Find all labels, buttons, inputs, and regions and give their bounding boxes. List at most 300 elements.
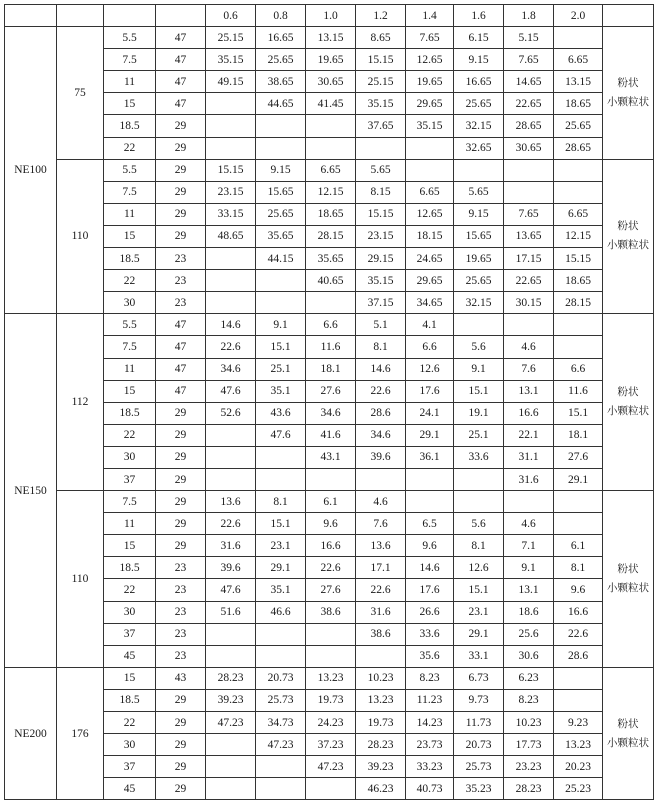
table-cell: 23 — [156, 557, 206, 579]
table-cell: 47 — [156, 27, 206, 49]
table-cell: 18.65 — [554, 270, 603, 292]
table-cell — [206, 115, 256, 137]
table-cell: 29 — [156, 734, 206, 756]
table-cell — [206, 468, 256, 490]
table-cell — [206, 446, 256, 468]
header-cell: 1.8 — [504, 5, 554, 27]
table-cell: 25.65 — [454, 93, 504, 115]
table-cell — [406, 159, 454, 181]
table-cell: 37 — [104, 623, 156, 645]
table-cell: 30.65 — [306, 71, 356, 93]
note-line-granule: 小颗粒状 — [607, 96, 649, 108]
table-cell: 22.6 — [554, 623, 603, 645]
table-cell: 43 — [156, 667, 206, 689]
table-cell: 6.1 — [306, 491, 356, 513]
group-cell: 112 — [57, 314, 104, 491]
table-cell: 31.1 — [504, 446, 554, 468]
table-cell: 7.5 — [104, 491, 156, 513]
table-cell: 29 — [156, 689, 206, 711]
table-cell: 47.23 — [306, 756, 356, 778]
table-cell: 37 — [104, 468, 156, 490]
table-cell: 23.1 — [454, 601, 504, 623]
table-cell: 5.5 — [104, 27, 156, 49]
table-cell: 18.5 — [104, 557, 156, 579]
table-cell: 41.6 — [306, 424, 356, 446]
table-cell — [306, 137, 356, 159]
table-cell — [306, 468, 356, 490]
table-row — [5, 491, 654, 513]
table-cell: 38.65 — [256, 71, 306, 93]
table-cell: 11 — [104, 203, 156, 225]
table-cell: 33.15 — [206, 203, 256, 225]
table-cell: 39.6 — [356, 446, 406, 468]
table-cell: 47.6 — [256, 424, 306, 446]
table-cell: 8.1 — [356, 336, 406, 358]
table-cell: 28.23 — [504, 778, 554, 800]
table-cell: 23 — [156, 579, 206, 601]
header-cell: 1.2 — [356, 5, 406, 27]
table-cell: 11 — [104, 358, 156, 380]
table-cell: 11.6 — [306, 336, 356, 358]
table-cell: 33.23 — [406, 756, 454, 778]
table-cell: 37.15 — [356, 292, 406, 314]
table-cell: 16.6 — [554, 601, 603, 623]
table-cell: 27.6 — [306, 380, 356, 402]
table-cell: 12.6 — [406, 358, 454, 380]
table-cell: 46.6 — [256, 601, 306, 623]
table-cell — [454, 468, 504, 490]
table-cell: 38.6 — [356, 623, 406, 645]
table-cell: 25.6 — [504, 623, 554, 645]
table-cell: 37.65 — [356, 115, 406, 137]
table-row — [5, 667, 654, 689]
table-cell: 13.1 — [504, 579, 554, 601]
table-cell: 18.5 — [104, 402, 156, 424]
table-cell: 29 — [156, 159, 206, 181]
table-cell: 29.65 — [406, 93, 454, 115]
table-cell — [554, 181, 603, 203]
table-cell: 29 — [156, 513, 206, 535]
table-cell: 47 — [156, 49, 206, 71]
table-cell: 15.1 — [554, 402, 603, 424]
table-cell — [206, 645, 256, 667]
table-cell: 22 — [104, 270, 156, 292]
note-cell — [603, 27, 654, 160]
table-cell: 18.65 — [554, 93, 603, 115]
table-cell: 20.73 — [454, 734, 504, 756]
table-cell: 4.6 — [504, 513, 554, 535]
table-cell: 15 — [104, 225, 156, 247]
table-cell: 15.1 — [256, 336, 306, 358]
table-cell: 13.15 — [554, 71, 603, 93]
table-cell: 13.1 — [504, 380, 554, 402]
table-cell: 29 — [156, 712, 206, 734]
table-cell: 15.15 — [356, 203, 406, 225]
table-cell: 12.65 — [406, 49, 454, 71]
table-cell: 13.15 — [306, 27, 356, 49]
table-cell: 35.1 — [256, 579, 306, 601]
table-cell: 43.1 — [306, 446, 356, 468]
table-cell — [406, 468, 454, 490]
table-cell: 47 — [156, 314, 206, 336]
table-cell: 13.65 — [504, 225, 554, 247]
table-cell: 28.6 — [554, 645, 603, 667]
table-cell: 14.6 — [356, 358, 406, 380]
table-cell: 5.65 — [454, 181, 504, 203]
header-cell: 1.6 — [454, 5, 504, 27]
table-cell: 48.65 — [206, 225, 256, 247]
table-cell: 35.15 — [356, 270, 406, 292]
table-cell: 45 — [104, 778, 156, 800]
header-cell — [104, 5, 156, 27]
table-cell: 22 — [104, 712, 156, 734]
table-cell: 30.6 — [504, 645, 554, 667]
table-cell: 18.1 — [554, 424, 603, 446]
table-cell: 43.6 — [256, 402, 306, 424]
table-row — [5, 314, 654, 336]
table-cell: 11 — [104, 513, 156, 535]
table-cell: 28.65 — [504, 115, 554, 137]
table-cell: 9.15 — [454, 203, 504, 225]
table-cell — [206, 424, 256, 446]
table-cell: 34.6 — [356, 424, 406, 446]
table-cell: 16.6 — [306, 535, 356, 557]
table-cell: 22 — [104, 137, 156, 159]
table-cell — [206, 137, 256, 159]
note-cell — [603, 667, 654, 800]
table-cell: 18.15 — [406, 225, 454, 247]
table-cell: 32.65 — [454, 137, 504, 159]
table-cell: 23.15 — [356, 225, 406, 247]
table-cell: 13.23 — [356, 689, 406, 711]
table-cell — [306, 292, 356, 314]
table-cell — [454, 314, 504, 336]
table-cell — [256, 645, 306, 667]
table-cell — [454, 159, 504, 181]
table-cell: 17.6 — [406, 380, 454, 402]
table-cell — [554, 336, 603, 358]
table-cell: 29 — [156, 446, 206, 468]
note-line-granule: 小颗粒状 — [607, 240, 649, 252]
table-cell: 12.15 — [306, 181, 356, 203]
table-cell: 15.1 — [454, 380, 504, 402]
table-cell: 39.23 — [206, 689, 256, 711]
table-cell: 7.65 — [406, 27, 454, 49]
table-cell — [306, 778, 356, 800]
table-cell: 9.15 — [454, 49, 504, 71]
header-cell: 2.0 — [554, 5, 603, 27]
table-cell: 44.15 — [256, 248, 306, 270]
table-cell: 35.23 — [454, 778, 504, 800]
table-cell: 34.65 — [406, 292, 454, 314]
table-cell: 46.23 — [356, 778, 406, 800]
table-cell: 25.23 — [554, 778, 603, 800]
table-cell — [356, 137, 406, 159]
table-cell: 23 — [156, 601, 206, 623]
table-cell: 25.65 — [256, 203, 306, 225]
model-cell: NE200 — [5, 667, 57, 800]
table-cell: 35.6 — [406, 645, 454, 667]
table-cell: 23 — [156, 623, 206, 645]
table-cell: 5.1 — [356, 314, 406, 336]
table-cell: 18.5 — [104, 689, 156, 711]
table-cell: 12.6 — [454, 557, 504, 579]
table-cell: 8.65 — [356, 27, 406, 49]
table-cell: 29.1 — [554, 468, 603, 490]
table-cell — [206, 734, 256, 756]
table-cell — [256, 756, 306, 778]
table-cell: 29 — [156, 203, 206, 225]
table-cell: 27.6 — [306, 579, 356, 601]
table-cell: 18.65 — [306, 203, 356, 225]
table-cell: 7.6 — [504, 358, 554, 380]
table-cell: 6.65 — [554, 49, 603, 71]
table-cell: 19.65 — [454, 248, 504, 270]
table-cell: 6.65 — [406, 181, 454, 203]
table-cell: 16.65 — [454, 71, 504, 93]
table-cell: 19.73 — [306, 689, 356, 711]
table-cell: 15 — [104, 535, 156, 557]
table-cell: 29 — [156, 756, 206, 778]
table-cell — [256, 446, 306, 468]
table-cell: 8.23 — [504, 689, 554, 711]
table-cell: 11.6 — [554, 380, 603, 402]
table-cell: 11 — [104, 71, 156, 93]
table-cell: 23.1 — [256, 535, 306, 557]
table-cell — [554, 159, 603, 181]
table-cell: 23.73 — [406, 734, 454, 756]
table-body — [5, 5, 654, 800]
table-cell — [206, 270, 256, 292]
table-cell: 25.73 — [256, 689, 306, 711]
table-cell: 23 — [156, 292, 206, 314]
table-cell: 11.23 — [406, 689, 454, 711]
table-cell — [454, 491, 504, 513]
table-cell: 29 — [156, 424, 206, 446]
group-cell: 110 — [57, 491, 104, 668]
table-cell: 6.1 — [554, 535, 603, 557]
table-cell: 22.65 — [504, 270, 554, 292]
note-cell — [603, 159, 654, 314]
table-cell — [356, 468, 406, 490]
table-cell: 15 — [104, 380, 156, 402]
table-cell: 10.23 — [504, 712, 554, 734]
table-cell: 51.6 — [206, 601, 256, 623]
table-cell — [256, 270, 306, 292]
table-cell: 33.6 — [454, 446, 504, 468]
table-cell: 25.65 — [256, 49, 306, 71]
header-cell: 0.8 — [256, 5, 306, 27]
table-cell: 15.15 — [356, 49, 406, 71]
table-cell: 25.73 — [454, 756, 504, 778]
table-cell: 15.1 — [256, 513, 306, 535]
table-cell: 29.1 — [406, 424, 454, 446]
table-cell — [206, 292, 256, 314]
table-cell: 28.15 — [554, 292, 603, 314]
table-cell: 12.65 — [406, 203, 454, 225]
table-cell: 29.65 — [406, 270, 454, 292]
table-cell: 15.65 — [454, 225, 504, 247]
table-cell: 5.6 — [454, 513, 504, 535]
table-cell: 17.1 — [356, 557, 406, 579]
header-cell — [5, 5, 57, 27]
table-cell: 28.15 — [306, 225, 356, 247]
table-cell: 30.15 — [504, 292, 554, 314]
table-cell: 23.23 — [504, 756, 554, 778]
table-cell: 29.15 — [356, 248, 406, 270]
table-cell: 9.1 — [504, 557, 554, 579]
table-cell: 23 — [156, 645, 206, 667]
table-cell: 29 — [156, 225, 206, 247]
table-cell: 33.6 — [406, 623, 454, 645]
table-cell — [256, 778, 306, 800]
table-cell: 7.1 — [504, 535, 554, 557]
table-cell — [256, 468, 306, 490]
table-cell: 35.15 — [356, 93, 406, 115]
table-cell: 4.6 — [356, 491, 406, 513]
table-cell: 47 — [156, 71, 206, 93]
table-cell: 37.23 — [306, 734, 356, 756]
table-cell — [504, 314, 554, 336]
group-cell: 75 — [57, 27, 104, 160]
table-cell: 18.5 — [104, 115, 156, 137]
table-cell: 8.1 — [256, 491, 306, 513]
specification-table — [4, 4, 654, 800]
header-cell: 0.6 — [206, 5, 256, 27]
header-cell: 1.0 — [306, 5, 356, 27]
table-cell: 45 — [104, 645, 156, 667]
note-line-granule: 小颗粒状 — [607, 737, 649, 749]
table-row — [5, 27, 654, 49]
table-cell: 19.1 — [454, 402, 504, 424]
table-cell: 5.5 — [104, 314, 156, 336]
table-cell — [206, 248, 256, 270]
table-cell: 18.5 — [104, 248, 156, 270]
table-cell: 28.23 — [356, 734, 406, 756]
model-cell: NE150 — [5, 314, 57, 668]
table-cell: 9.6 — [306, 513, 356, 535]
table-cell: 5.65 — [356, 159, 406, 181]
table-cell: 35.65 — [306, 248, 356, 270]
table-cell: 22.65 — [504, 93, 554, 115]
table-cell: 19.65 — [406, 71, 454, 93]
table-cell: 6.6 — [406, 336, 454, 358]
table-cell: 41.45 — [306, 93, 356, 115]
table-cell: 8.15 — [356, 181, 406, 203]
table-cell: 22.1 — [504, 424, 554, 446]
group-cell: 176 — [57, 667, 104, 800]
table-cell: 37 — [104, 756, 156, 778]
table-cell: 40.73 — [406, 778, 454, 800]
table-cell: 35.1 — [256, 380, 306, 402]
table-cell: 47.6 — [206, 579, 256, 601]
table-cell — [206, 778, 256, 800]
table-cell: 6.23 — [504, 667, 554, 689]
table-cell — [504, 159, 554, 181]
table-cell: 6.6 — [554, 358, 603, 380]
table-cell: 25.65 — [554, 115, 603, 137]
table-cell: 15.15 — [554, 248, 603, 270]
table-cell: 29 — [156, 115, 206, 137]
table-cell: 22.6 — [356, 380, 406, 402]
table-cell — [306, 645, 356, 667]
table-cell: 13.6 — [356, 535, 406, 557]
table-cell: 12.15 — [554, 225, 603, 247]
table-cell: 14.65 — [504, 71, 554, 93]
table-cell — [554, 667, 603, 689]
table-cell: 25.15 — [206, 27, 256, 49]
table-cell: 7.6 — [356, 513, 406, 535]
table-cell: 7.65 — [504, 49, 554, 71]
table-cell — [554, 27, 603, 49]
table-cell: 7.5 — [104, 49, 156, 71]
table-cell: 4.1 — [406, 314, 454, 336]
table-cell: 17.73 — [504, 734, 554, 756]
table-cell — [306, 623, 356, 645]
table-cell: 39.23 — [356, 756, 406, 778]
group-cell: 110 — [57, 159, 104, 314]
table-cell: 15 — [104, 93, 156, 115]
table-cell: 25.1 — [256, 358, 306, 380]
table-cell: 23 — [156, 270, 206, 292]
table-cell: 29 — [156, 535, 206, 557]
table-cell: 9.6 — [406, 535, 454, 557]
table-cell — [504, 491, 554, 513]
note-line-powder: 粉状 — [617, 718, 639, 730]
table-cell: 9.1 — [454, 358, 504, 380]
table-cell: 47 — [156, 380, 206, 402]
table-cell: 13.23 — [554, 734, 603, 756]
table-cell: 28.6 — [356, 402, 406, 424]
table-cell: 15.1 — [454, 579, 504, 601]
table-cell: 28.65 — [554, 137, 603, 159]
table-cell: 15.65 — [256, 181, 306, 203]
table-cell: 34.6 — [306, 402, 356, 424]
table-cell — [554, 513, 603, 535]
table-cell: 26.6 — [406, 601, 454, 623]
note-line-powder: 粉状 — [617, 221, 639, 233]
table-row — [5, 159, 654, 181]
table-cell: 22.6 — [206, 513, 256, 535]
table-cell: 6.6 — [306, 314, 356, 336]
table-cell: 47 — [156, 358, 206, 380]
table-cell: 29.1 — [454, 623, 504, 645]
table-cell: 9.23 — [554, 712, 603, 734]
table-cell: 9.1 — [256, 314, 306, 336]
table-cell: 9.6 — [554, 579, 603, 601]
table-cell: 6.65 — [554, 203, 603, 225]
table-cell: 14.6 — [406, 557, 454, 579]
table-cell: 9.15 — [256, 159, 306, 181]
table-cell: 34.73 — [256, 712, 306, 734]
table-cell: 22 — [104, 579, 156, 601]
table-cell: 7.5 — [104, 181, 156, 203]
table-cell: 6.5 — [406, 513, 454, 535]
table-cell: 35.15 — [206, 49, 256, 71]
table-cell: 52.6 — [206, 402, 256, 424]
table-cell: 24.65 — [406, 248, 454, 270]
table-cell: 22.6 — [206, 336, 256, 358]
table-cell: 22.6 — [306, 557, 356, 579]
table-cell: 8.1 — [554, 557, 603, 579]
table-cell: 29 — [156, 778, 206, 800]
table-cell: 29 — [156, 137, 206, 159]
table-cell: 9.73 — [454, 689, 504, 711]
table-cell: 40.65 — [306, 270, 356, 292]
table-cell: 5.5 — [104, 159, 156, 181]
note-line-granule: 小颗粒状 — [607, 582, 649, 594]
table-cell — [206, 623, 256, 645]
